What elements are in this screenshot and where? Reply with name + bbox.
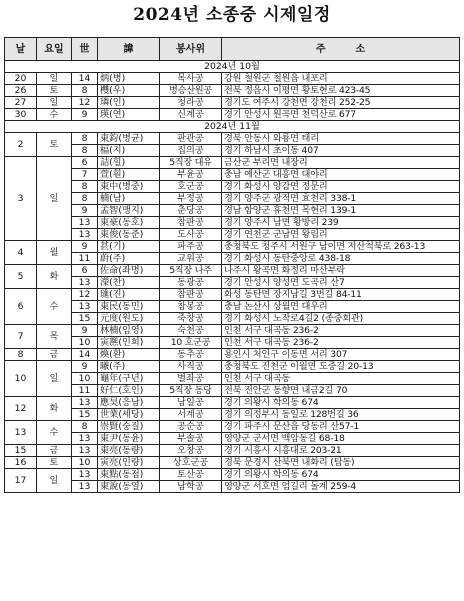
header-post: 봉사위 [160,38,222,61]
weekday-cell: 일 [37,97,72,109]
generation-cell: 15 [72,313,98,325]
generation-cell: 14 [72,73,98,85]
post-cell: 숙천공 [160,325,222,337]
address-cell: 경기 안성시 양성면 도곡리 산7 [222,277,460,289]
post-cell: 남일공 [160,397,222,409]
name-cell: 煥(환) [98,349,160,361]
name-cell: 詰(힐) [98,157,160,169]
name-cell: 元度(원도) [98,313,160,325]
name-cell: 甚(기) [98,241,160,253]
weekday-cell: 토 [37,85,72,97]
weekday-cell: 일 [37,469,72,493]
name-cell: 東鈞(병균) [98,133,160,145]
generation-cell: 12 [72,97,98,109]
address-cell: 경기 화성시 양감면 정문리 [222,181,460,193]
weekday-cell: 금 [37,445,72,457]
generation-cell: 13 [72,301,98,313]
name-cell: 蔚(주) [98,253,160,265]
month-row [5,61,460,73]
name-cell: 東中(병중) [98,181,160,193]
post-cell: 판관공 [160,133,222,145]
name-cell: 東俊(동준) [98,229,160,241]
generation-cell: 8 [72,145,98,157]
table-row [5,241,460,253]
name-cell: 崇賢(숭질) [98,421,160,433]
table-row [5,253,460,265]
header-generation: 世 [72,38,98,61]
table-row [5,73,460,85]
post-cell: 춘당공 [160,205,222,217]
generation-cell: 13 [72,481,98,493]
generation-cell: 7 [72,169,98,181]
name-cell: 欆(우) [98,85,160,97]
day-cell: 10 [5,361,37,397]
weekday-cell: 일 [37,361,72,397]
day-cell: 3 [5,157,37,241]
post-cell: 동추공 [160,349,222,361]
table-row [5,481,460,493]
generation-cell: 9 [72,241,98,253]
post-cell: 서계공 [160,409,222,421]
table-row [5,409,460,421]
post-cell: 참봉공 [160,301,222,313]
generation-cell: 13 [72,277,98,289]
schedule-table [4,37,460,493]
weekday-cell: 토 [37,457,72,469]
weekday-cell: 수 [37,421,72,445]
address-cell: 경기 의왕시 학의동 674 [222,397,460,409]
table-row [5,193,460,205]
post-cell: 남학공 [160,481,222,493]
month-label: 2024년 11월 [5,121,460,133]
address-cell: 경기 의정부시 동일로 128번길 36 [222,409,460,421]
post-cell: 신계공 [160,109,222,121]
address-cell: 전북 정읍시 이평면 황토현로 423-45 [222,85,460,97]
generation-cell: 13 [72,445,98,457]
post-cell: 참판공 [160,289,222,301]
address-cell: 경기 파주시 문산읍 당동리 산57-1 [222,421,460,433]
table-row [5,217,460,229]
table-row [5,109,460,121]
table-row [5,445,460,457]
address-cell: 충청북도 진천군 이월면 도중길 20-13 [222,361,460,373]
post-cell: 도사공 [160,229,222,241]
post-cell: 교위공 [160,253,222,265]
day-cell: 8 [5,349,37,361]
generation-cell: 8 [72,193,98,205]
generation-cell: 12 [72,289,98,301]
generation-cell: 9 [72,325,98,337]
name-cell: 瑛(연) [98,109,160,121]
generation-cell: 9 [72,109,98,121]
post-cell: 죽창공 [160,313,222,325]
post-cell: 토산공 [160,469,222,481]
header-day: 날 [5,38,37,61]
address-cell: 경기 시흥시 시흥대로 203-21 [222,445,460,457]
name-cell: 楅(지) [98,145,160,157]
post-cell: 부정공 [160,193,222,205]
name-cell: 萱(훤) [98,169,160,181]
day-cell: 4 [5,241,37,265]
table-row [5,97,460,109]
generation-cell: 13 [72,229,98,241]
table-row [5,85,460,97]
day-cell: 6 [5,289,37,325]
table-row [5,469,460,481]
address-cell: 경기 하남시 초이동 407 [222,145,460,157]
generation-cell: 10 [72,373,98,385]
post-cell: 목사공 [160,73,222,85]
table-row [5,181,460,193]
generation-cell: 8 [72,133,98,145]
table-row [5,373,460,385]
address-cell: 경기 양주군 광적면 효천리 338-1 [222,193,460,205]
post-cell: 상호군공 [160,457,222,469]
generation-cell: 11 [72,385,98,397]
header-weekday: 요일 [37,38,72,61]
address-cell: 경기 연천군 군남면 왕림리 [222,229,460,241]
post-cell: 오창공 [160,445,222,457]
name-cell: 濚(찬) [98,277,160,289]
post-cell: 호군공 [160,181,222,193]
name-cell: 東民(동민) [98,301,160,313]
generation-cell: 14 [72,349,98,361]
table-row [5,385,460,397]
post-cell: 5직장 동당 [160,385,222,397]
address-cell: 경북 안동시 와룡면 태리 [222,133,460,145]
generation-cell: 13 [72,469,98,481]
post-cell: 참판공 [160,217,222,229]
address-cell: 경기 화성시 노작로4길2 (종중회관) [222,313,460,325]
address-cell: 경북 문경시 산북면 내화리 (탑동) [222,457,460,469]
day-cell: 15 [5,445,37,457]
weekday-cell: 일 [37,157,72,241]
day-cell: 7 [5,325,37,349]
post-cell: 5직장 대유 [160,157,222,169]
address-cell: 금산군 부리면 내장리 [222,157,460,169]
table-header [5,38,460,61]
name-cell: 寅凞(인희) [98,337,160,349]
generation-cell: 13 [72,217,98,229]
weekday-cell: 수 [37,289,72,325]
day-cell: 20 [5,73,37,85]
weekday-cell: 일 [37,73,72,85]
name-cell: 東亮(동량) [98,445,160,457]
table-row [5,289,460,301]
post-cell: 부윤공 [160,169,222,181]
month-label: 2024년 10월 [5,61,460,73]
table-row [5,349,460,361]
day-cell: 30 [5,109,37,121]
generation-cell: 8 [72,181,98,193]
day-cell: 27 [5,97,37,109]
table-row [5,265,460,277]
weekday-cell: 화 [37,397,72,421]
name-cell: 曦(주) [98,361,160,373]
table-row [5,157,460,169]
table-row [5,421,460,433]
generation-cell: 13 [72,397,98,409]
table-row [5,361,460,373]
day-cell: 13 [5,421,37,445]
post-cell: 부솔공 [160,433,222,445]
post-cell: 집의공 [160,145,222,157]
table-row [5,145,460,157]
post-cell: 10 호군공 [160,337,222,349]
day-cell: 2 [5,133,37,157]
day-cell: 16 [5,457,37,469]
weekday-cell: 금 [37,349,72,361]
generation-cell: 6 [72,265,98,277]
weekday-cell: 목 [37,325,72,349]
name-cell: 應昊(응남) [98,397,160,409]
weekday-cell: 토 [37,133,72,157]
table-row [5,457,460,469]
name-cell: 楠(남) [98,193,160,205]
generation-cell: 9 [72,205,98,217]
day-cell: 5 [5,265,37,289]
table-row [5,397,460,409]
address-cell: 용인시 처인구 이동면 서리 307 [222,349,460,361]
table-row [5,169,460,181]
address-cell: 경기 안성시 원곡면 천덕산로 677 [222,109,460,121]
month-row [5,121,460,133]
generation-cell: 13 [72,433,98,445]
day-cell: 17 [5,469,37,493]
address-cell: 충남 논산시 상월면 대우리 [222,301,460,313]
address-cell: 인천 서구 대곡동 236-2 [222,325,460,337]
table-row [5,205,460,217]
name-cell: 炳(병) [98,73,160,85]
generation-cell: 11 [72,253,98,265]
address-cell: 충남 예산군 대흥면 대야리 [222,169,460,181]
generation-cell: 10 [72,457,98,469]
table-row [5,433,460,445]
name-cell: 璘(인) [98,97,160,109]
table-body [5,61,460,493]
post-cell: 사직공 [160,361,222,373]
header-address: 주 소 [222,38,460,61]
address-cell: 충청북도 청주시 서원구 남이면 저산척북로 263-13 [222,241,460,253]
address-cell: 경기도 여주시 강천면 강천리 252-25 [222,97,460,109]
table-row [5,301,460,313]
name-cell: 佐命(좌명) [98,265,160,277]
post-cell: 동광공 [160,277,222,289]
name-cell: 寅亮(인량) [98,457,160,469]
address-cell: 영양군 군서면 백암동길 68-18 [222,433,460,445]
address-cell: 화성 동탄면 장지남길 3번길 84-11 [222,289,460,301]
name-cell: 東尹(동윤) [98,433,160,445]
page-title: 2024년 소종중 시제일정 [133,5,331,25]
post-cell: 공순공 [160,421,222,433]
table-row [5,277,460,289]
generation-cell: 6 [72,157,98,169]
name-cell: 林楠(임영) [98,325,160,337]
name-cell: 璡(진) [98,289,160,301]
post-cell: 청라공 [160,97,222,109]
table-row [5,229,460,241]
address-cell: 영양군 서호면 엄길리 돌계 259-4 [222,481,460,493]
weekday-cell: 수 [37,109,72,121]
address-cell: 경기 화성시 동탄중앙로 438-18 [222,253,460,265]
name-cell: 好仁(호인) [98,385,160,397]
post-cell: 파주공 [160,241,222,253]
weekday-cell: 화 [37,265,72,289]
weekday-cell: 월 [37,241,72,265]
table-row [5,133,460,145]
generation-cell: 10 [72,337,98,349]
generation-cell: 15 [72,409,98,421]
name-cell: 孟智(맹지) [98,205,160,217]
header-name: 諱 [98,38,160,61]
table-row [5,325,460,337]
table-row [5,313,460,325]
address-cell: 강원 철원군 철원읍 내포리 [222,73,460,85]
name-cell: 龜年(구년) [98,373,160,385]
name-cell: 東豪(동호) [98,217,160,229]
post-cell: 별좌공 [160,373,222,385]
address-cell: 인천 서구 대곡동 [222,373,460,385]
generation-cell: 8 [72,421,98,433]
generation-cell: 8 [72,85,98,97]
address-cell: 경기 양주시 남면 황방리 239 [222,217,460,229]
day-cell: 26 [5,85,37,97]
name-cell: 東說(동열) [98,481,160,493]
post-cell: 병승산원공 [160,85,222,97]
name-cell: 世業(세당) [98,409,160,421]
table-row [5,337,460,349]
address-cell: 경남 함양군 휴천면 목현리 139-1 [222,205,460,217]
post-cell: 5직장 나주 [160,265,222,277]
address-cell: 전북 진안군 동향면 내금2길 70 [222,385,460,397]
name-cell: 東點(동점) [98,469,160,481]
address-cell: 나주시 왕곡면 화정리 마산부락 [222,265,460,277]
address-cell: 인천 서구 대곡동 236-2 [222,337,460,349]
address-cell: 경기 의왕시 학의동 674 [222,469,460,481]
day-cell: 12 [5,397,37,421]
generation-cell: 9 [72,361,98,373]
